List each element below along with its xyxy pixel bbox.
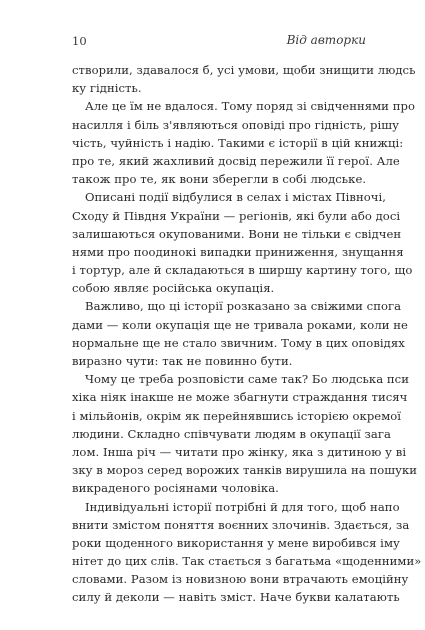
text-line: лом. Інша річ — читати про жінку, яка з дитиною у ві xyxy=(72,444,407,459)
text-line: Сходу й Півдня України — регіонів, які були або досі xyxy=(72,208,401,223)
text-line: роки щоденного використання у мене виробився іму xyxy=(72,535,400,550)
text-line: Індивідуальні історії потрібні й для того, щоб напо xyxy=(85,499,400,514)
text-line: людини. Складно співчувати людям в окупації зага xyxy=(72,426,391,441)
text-line: також про те, як вони зберегли в собі людське. xyxy=(72,172,367,187)
text-line: і тортур, але й складаються в ширшу картину того, що xyxy=(72,263,413,278)
text-line: виразно чути: так не повинно бути. xyxy=(72,354,293,368)
text-line: про те, який жахливий досвід пережили її герої. Але xyxy=(72,153,400,168)
text-line: силу й деколи — навіть зміст. Наче букви калатають xyxy=(72,590,400,605)
text-line: нями про поодинокі випадки приниження, знущання xyxy=(72,244,404,259)
text-line: викраденого росіянами чоловіка. xyxy=(72,481,279,496)
text-line: собою являє російська окупація. xyxy=(72,281,275,296)
body-text xyxy=(72,61,422,607)
text-line: Важливо, що ці історії розказано за свіжими спога xyxy=(85,299,402,314)
text-line: і мільйонів, окрім як перейнявшись історією окремої xyxy=(72,408,402,423)
text-line: насилля і біль з'являються оповіді про гідність, рішу xyxy=(72,117,399,132)
text-line: створили, здавалося б, усі умови, щоби знищити людсь xyxy=(72,63,416,77)
text-line: Чому це треба розповісти саме так? Бо людська пси xyxy=(85,372,410,387)
text-line: Але це їм не вдалося. Тому поряд зі свідченнями про xyxy=(85,99,415,114)
text-line: словами. Разом із новизною вони втрачають емоційну xyxy=(72,572,409,587)
text-line: ку гідність. xyxy=(72,81,142,96)
text-line: чість, чуйність і надію. Такими є історії в цій книжці: xyxy=(72,135,404,150)
text-line: хіка ніяк інакше не може збагнути страждання тисяч xyxy=(72,390,408,405)
text-line: внити змістом поняття воєнних злочинів. Здається, за xyxy=(72,517,410,532)
text-line: Описані події відбулися в селах і містах Півночі, xyxy=(85,190,386,205)
text-line: зку в мороз серед ворожих танків вирушила на пошуки xyxy=(72,463,418,478)
text-line: нітет до цих слів. Так стається з багатьма «щоденними» xyxy=(72,554,422,569)
text-line: дами — коли окупація ще не тривала роками, коли не xyxy=(72,317,408,332)
running-head: Від авторки xyxy=(286,33,366,47)
text-line: нормальне ще не стало звичним. Тому в цих оповідях xyxy=(72,335,405,350)
page-number: 10 xyxy=(72,34,87,48)
text-line: залишаються окупованими. Вони не тільки є свідчен xyxy=(72,226,402,241)
